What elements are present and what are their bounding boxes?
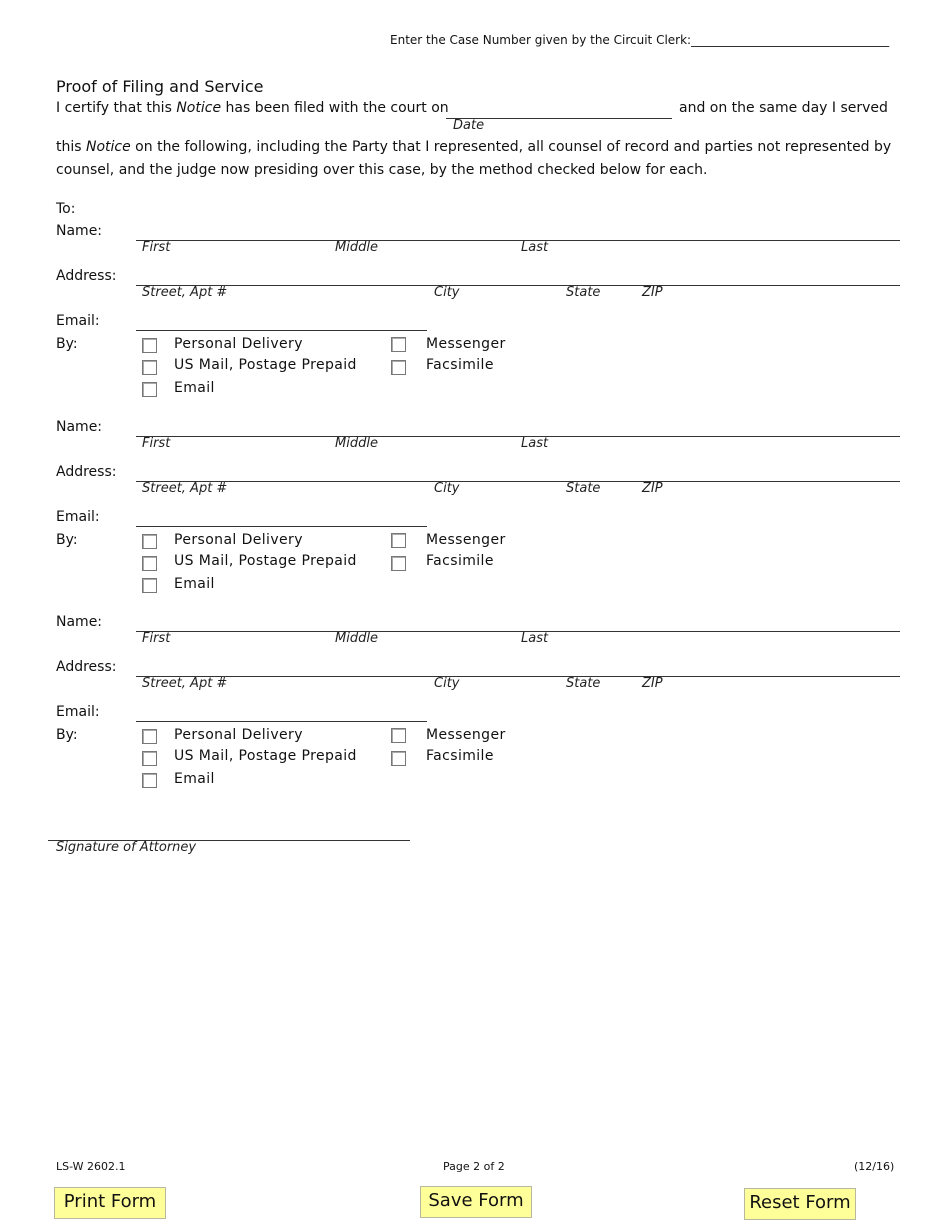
city-label: City [434,481,460,496]
served-text: and on the same day I served [679,100,888,116]
recipient-3-us-mail-checkbox[interactable] [142,751,157,766]
case-number-field[interactable]: _________________________________ [691,33,890,47]
recipient-1-messenger-checkbox[interactable] [391,337,406,352]
email-method-label: Email [174,380,215,396]
recipient-2-email-field[interactable] [136,526,427,527]
recipient-2-email-checkbox[interactable] [142,578,157,593]
middle-label: Middle [335,240,378,255]
recipient-1-address-field[interactable] [136,285,900,286]
recipient-1-facsimile-checkbox[interactable] [391,360,406,375]
signature-label: Signature of Attorney [56,840,197,855]
form-id: LS-W 2602.1 [56,1160,126,1173]
state-label: State [566,481,601,496]
facsimile-label: Facsimile [426,553,494,569]
street-label: Street, Apt # [142,676,228,691]
recipient-2-us-mail-checkbox[interactable] [142,556,157,571]
zip-label: ZIP [642,285,663,300]
email-method-label: Email [174,771,215,787]
messenger-label: Messenger [426,336,506,352]
name-label: Name: [56,419,103,435]
recipient-2-personal-delivery-checkbox[interactable] [142,534,157,549]
address-label: Address: [56,659,117,675]
zip-label: ZIP [642,676,663,691]
messenger-label: Messenger [426,532,506,548]
save-form-button[interactable]: Save Form [420,1186,532,1218]
to-label: To: [56,201,76,217]
email-method-label: Email [174,576,215,592]
middle-label: Middle [335,631,378,646]
last-label: Last [521,631,549,646]
first-label: First [142,631,171,646]
by-label: By: [56,336,78,352]
recipient-2-messenger-checkbox[interactable] [391,533,406,548]
email-label: Email: [56,313,100,329]
zip-label: ZIP [642,481,663,496]
street-label: Street, Apt # [142,285,228,300]
email-label: Email: [56,704,100,720]
reset-form-button[interactable]: Reset Form [744,1188,856,1220]
print-form-button[interactable]: Print Form [54,1187,166,1219]
page-number: Page 2 of 2 [443,1160,505,1173]
us-mail-label: US Mail, Postage Prepaid [174,553,357,569]
recipient-3-facsimile-checkbox[interactable] [391,751,406,766]
name-label: Name: [56,223,103,239]
by-label: By: [56,532,78,548]
recipient-2-address-field[interactable] [136,481,900,482]
recipient-2-name-field[interactable] [136,436,900,437]
street-label: Street, Apt # [142,481,228,496]
recipient-3-email-field[interactable] [136,721,427,722]
recipient-1-email-checkbox[interactable] [142,382,157,397]
us-mail-label: US Mail, Postage Prepaid [174,748,357,764]
recipient-1-us-mail-checkbox[interactable] [142,360,157,375]
revision-date: (12/16) [854,1160,895,1173]
recipient-3-name-field[interactable] [136,631,900,632]
section-title: Proof of Filing and Service [56,77,264,96]
state-label: State [566,676,601,691]
notice-text-line3: counsel, and the judge now presiding over this case, by the method checked below for each. [56,162,708,178]
city-label: City [434,285,460,300]
middle-label: Middle [335,436,378,451]
recipient-3-email-checkbox[interactable] [142,773,157,788]
case-number-prompt: Enter the Case Number given by the Circuit Clerk:_________________________________ [390,33,890,47]
recipient-1-name-field[interactable] [136,240,900,241]
messenger-label: Messenger [426,727,506,743]
city-label: City [434,676,460,691]
first-label: First [142,436,171,451]
notice-text-line2: this Notice on the following, including the Party that I represented, all counsel of record and parties not represented by [56,139,892,155]
personal-delivery-label: Personal Delivery [174,727,303,743]
last-label: Last [521,240,549,255]
recipient-1-email-field[interactable] [136,330,427,331]
us-mail-label: US Mail, Postage Prepaid [174,357,357,373]
address-label: Address: [56,268,117,284]
recipient-3-messenger-checkbox[interactable] [391,728,406,743]
recipient-1-personal-delivery-checkbox[interactable] [142,338,157,353]
certify-text: I certify that this Notice has been filed with the court on [56,100,449,116]
by-label: By: [56,727,78,743]
date-label: Date [453,118,485,133]
state-label: State [566,285,601,300]
email-label: Email: [56,509,100,525]
address-label: Address: [56,464,117,480]
last-label: Last [521,436,549,451]
facsimile-label: Facsimile [426,748,494,764]
personal-delivery-label: Personal Delivery [174,336,303,352]
facsimile-label: Facsimile [426,357,494,373]
first-label: First [142,240,171,255]
name-label: Name: [56,614,103,630]
recipient-2-facsimile-checkbox[interactable] [391,556,406,571]
recipient-3-personal-delivery-checkbox[interactable] [142,729,157,744]
personal-delivery-label: Personal Delivery [174,532,303,548]
recipient-3-address-field[interactable] [136,676,900,677]
